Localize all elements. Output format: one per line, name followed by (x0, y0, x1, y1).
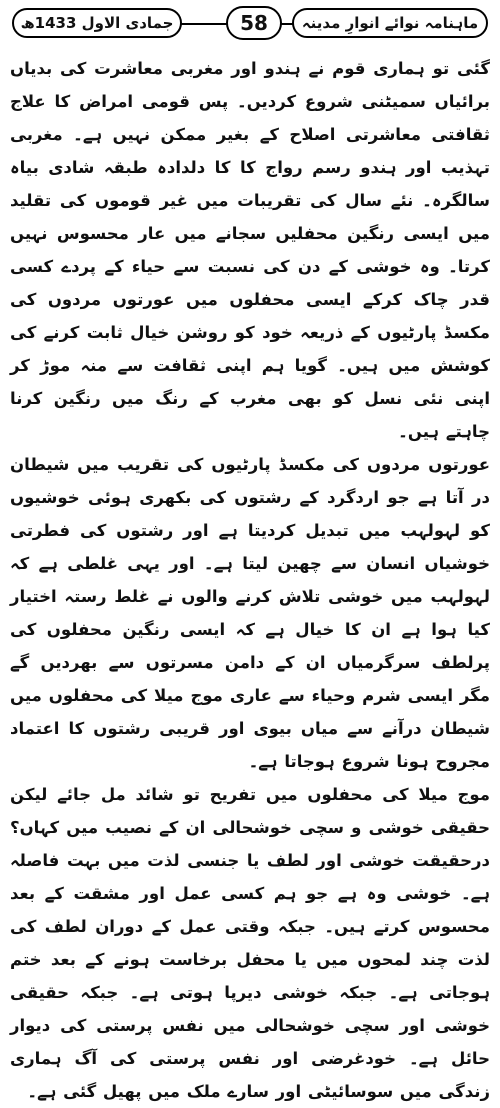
issue-date-label: جمادی الاول 1433ھ (12, 8, 182, 38)
paragraph-2: عورتوں مردوں کی مکسڈ پارٹیوں کی تقریب میں شیطان در آتا ہے جو اردگرد کے رشتوں کی بکھری ہوئی خوشیوں کو لہولہب میں تبدیل کردیتا ہے اور رشتوں کی فطرتی خوشیاں انسان سے چھین لیتا ہے۔ اور یہی غلطی ہے کہ لہولہب میں خوشی تلاش کرنے والوں نے غلط رستہ اختیار کیا ہوا ہے ان کا خیال ہے کہ ایسی رنگین محفلوں کی پرلطف سرگرمیاں ان کے دامن مسرتوں سے بھردیں گے مگر ایسی شرم وحیاء سے عاری موج میلا کی محفلوں میں شیطان درآنے سے میاں بیوی اور قریبی رشتوں کا اعتماد مجروح ہونا شروع ہوجاتا ہے۔ (10, 455, 490, 771)
paragraph-1: گئی تو ہماری قوم نے ہندو اور مغربی معاشرت کی بدیاں برائیاں سمیٹنی شروع کردیں۔ پس قومی امراض کا علاج ثقافتی معاشرتی اصلاح کے بغیر ممکن نہیں ہے۔ مغربی تہذیب اور ہندو رسم رواج کا کا دلدادہ طبقہ شادی بیاہ سالگرہ۔ نئے سال کی تقریبات میں غیر قوموں کی تقلید میں ایسی رنگین محفلیں سجانے میں عار محسوس نہیں کرتا۔ وہ خوشی کے دن کی نسبت سے حیاء کے پردے کسی قدر چاک کرکے ایسی محفلوں میں عورتوں مردوں کی مکسڈ پارٹیوں کے ذریعہ خود کو روشن خیال ثابت کرنے کی کوشش میں ہیں۔ گویا ہم اپنی ثقافت سے منہ موڑ کر اپنی نئی نسل کو بھی مغرب کے رنگ میں رنگین کرنا چاہتے ہیں۔ (10, 59, 490, 441)
page-header (6, 6, 494, 44)
page-number: 58 (226, 6, 282, 40)
paragraph-3: موج میلا کی محفلوں میں تفریح تو شائد مل جائے لیکن حقیقی خوشی و سچی خوشحالی ان کے نصیب میں کہاں؟ درحقیقت خوشی اور لطف یا جنسی لذت میں بہت فاصلہ ہے۔ خوشی وہ ہے جو ہم کسی عمل اور مشقت کے بعد محسوس کرتے ہیں۔ جبکہ وقتی عمل کے دوران لطف کی لذت چند لمحوں میں یا محفل برخاست ہونے کے بعد ختم ہوجاتی ہے۔ جبکہ خوشی دیرپا ہوتی ہے۔ جبکہ حقیقی خوشی اور سچی خوشحالی میں نفس پرستی کی دیوار حائل ہے۔ خودغرضی اور نفس پرستی کی آگ ہماری زندگی میں سوسائیٹی اور سارے ملک میں پھیل گئی ہے۔ (10, 785, 490, 1101)
article-body (10, 52, 490, 1101)
magazine-title: ماہنامہ نوائے انوارِ مدینہ (292, 8, 488, 38)
